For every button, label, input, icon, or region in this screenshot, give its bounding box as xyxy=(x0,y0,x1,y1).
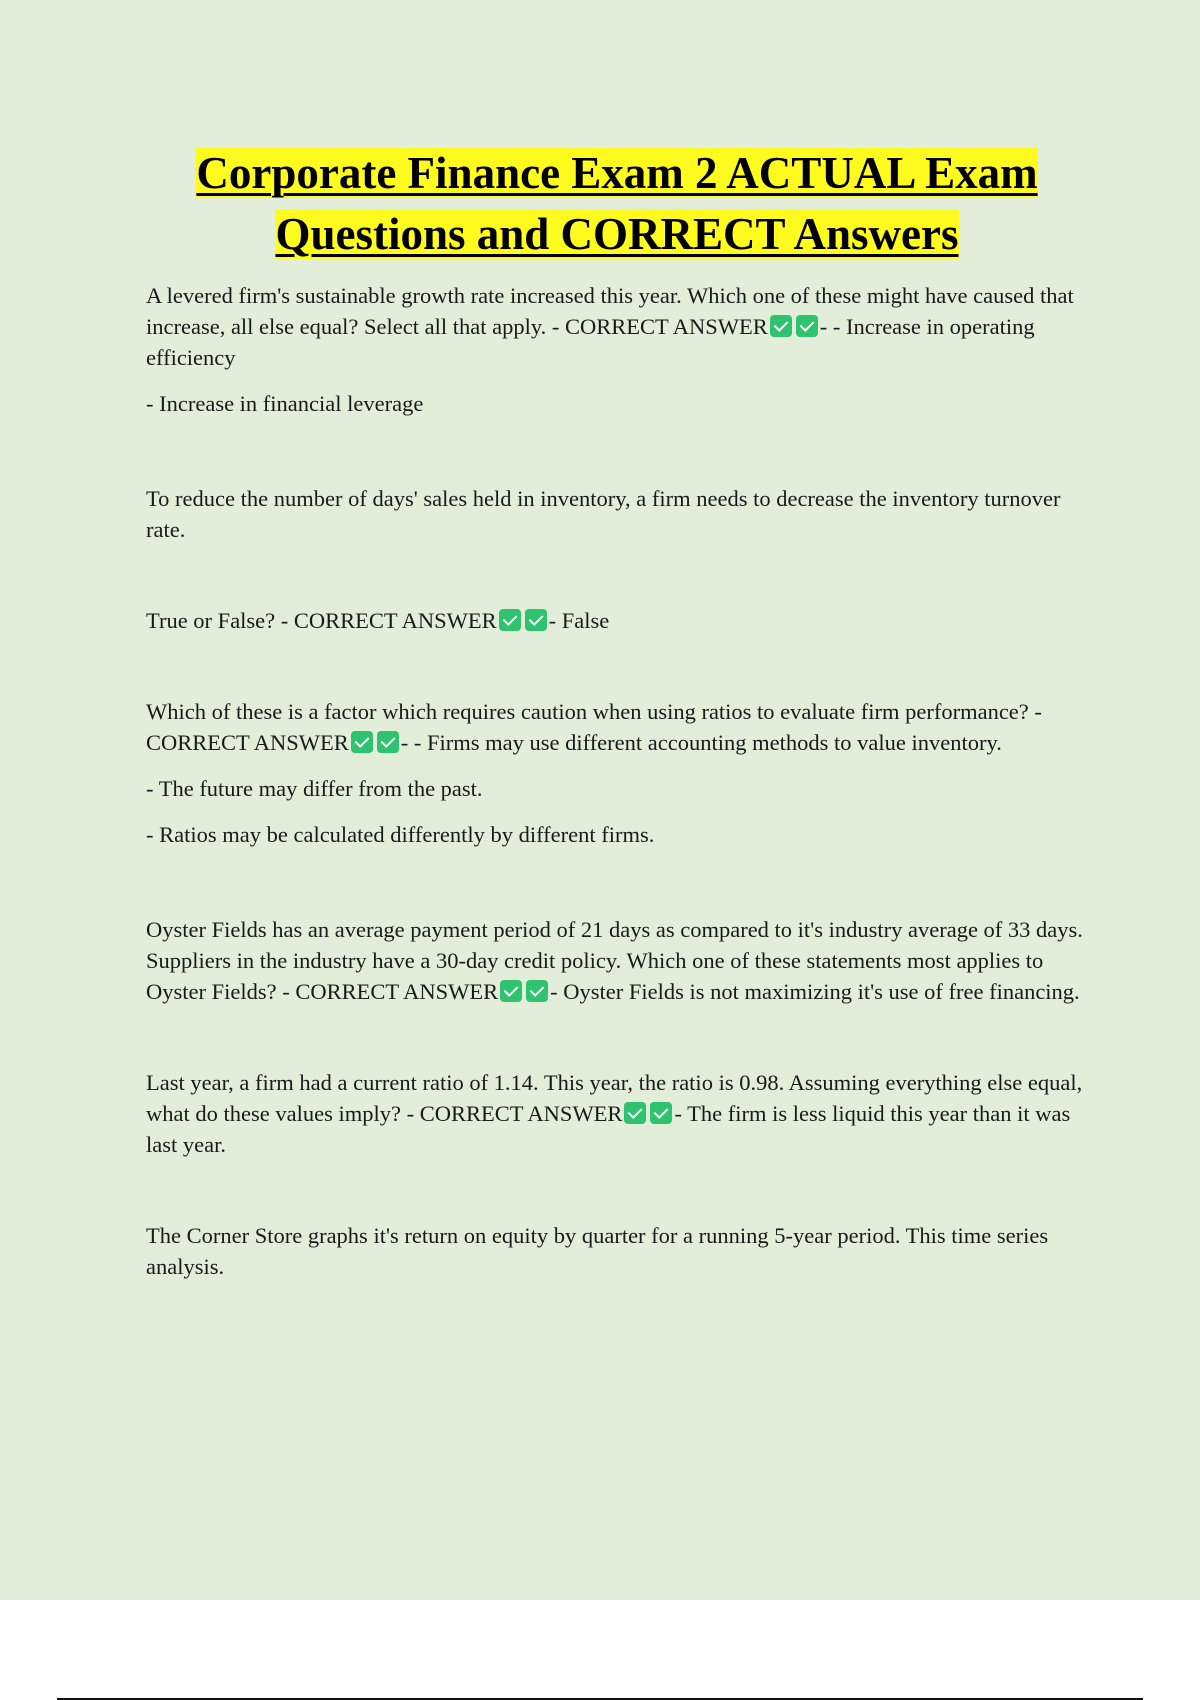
qa-item xyxy=(146,696,1096,850)
qa-item xyxy=(146,605,1096,636)
question-text: Oyster Fields has an average payment period of 21 days as compared to it's industry average of 33 days. Suppliers in the industry have a 30-day credit policy. Which one of these statements most applies to Oyster Fields? - CORRECT ANSWER - Oyster Fields is not maximizing it's use of free financing. xyxy=(146,917,1083,1004)
qa-item xyxy=(146,483,1096,545)
check-box-icon xyxy=(377,731,399,753)
check-box-icon xyxy=(796,315,818,337)
qa-list xyxy=(146,280,1096,1282)
question-text: Last year, a firm had a current ratio of 1.14. This year, the ratio is 0.98. Assuming everything else equal, what do these values imply? - CORRECT ANSWER - The firm is less liquid this year than it was last year. xyxy=(146,1070,1083,1157)
answer-text: - The firm is less liquid this year than it was last year. xyxy=(146,1101,1071,1157)
question-text: True or False? - CORRECT ANSWER - False xyxy=(146,608,610,633)
correct-answer-label: CORRECT ANSWER xyxy=(293,608,497,633)
question-text: A levered firm's sustainable growth rate increased this year. Which one of these might have caused that increase, all else equal? Select all that apply. - CORRECT ANSWER - - Increase in operating efficiency xyxy=(146,283,1074,370)
check-box-icon xyxy=(624,1102,646,1124)
question-text: To reduce the number of days' sales held in inventory, a firm needs to decrease the inventory turnover rate. xyxy=(146,486,1061,542)
document-title xyxy=(100,143,1134,265)
answer-text: - - Firms may use different accounting methods to value inventory. xyxy=(400,730,1002,755)
document-title-text: Corporate Finance Exam 2 ACTUAL Exam Questions and CORRECT Answers xyxy=(196,148,1038,259)
check-box-icon xyxy=(500,980,522,1002)
qa-item xyxy=(146,1067,1096,1160)
answer-text: - Ratios may be calculated differently by different firms. xyxy=(146,822,655,847)
check-box-icon xyxy=(351,731,373,753)
question-text: The Corner Store graphs it's return on equity by quarter for a running 5-year period. This time series analysis. xyxy=(146,1223,1049,1279)
qa-item xyxy=(146,914,1096,1007)
check-box-icon xyxy=(650,1102,672,1124)
qa-item xyxy=(146,1220,1096,1282)
answer-text: - Increase in financial leverage xyxy=(146,391,424,416)
qa-item xyxy=(146,280,1096,419)
answer-text: - - Increase in operating efficiency xyxy=(146,314,1035,370)
check-box-icon xyxy=(526,980,548,1002)
answer-text: - False xyxy=(548,608,610,633)
check-box-icon xyxy=(499,609,521,631)
check-box-icon xyxy=(770,315,792,337)
question-text: Which of these is a factor which requires caution when using ratios to evaluate firm performance? - CORRECT ANSWER - - Firms may use different accounting methods to value inventory. xyxy=(146,699,1042,755)
answer-text: - The future may differ from the past. xyxy=(146,776,483,801)
correct-answer-label: CORRECT ANSWER xyxy=(564,314,768,339)
answer-text: - Oyster Fields is not maximizing it's use of free financing. xyxy=(550,979,1080,1004)
check-box-icon xyxy=(525,609,547,631)
correct-answer-label: CORRECT ANSWER xyxy=(295,979,499,1004)
correct-answer-label: CORRECT ANSWER xyxy=(146,730,349,755)
correct-answer-label: CORRECT ANSWER xyxy=(419,1101,623,1126)
